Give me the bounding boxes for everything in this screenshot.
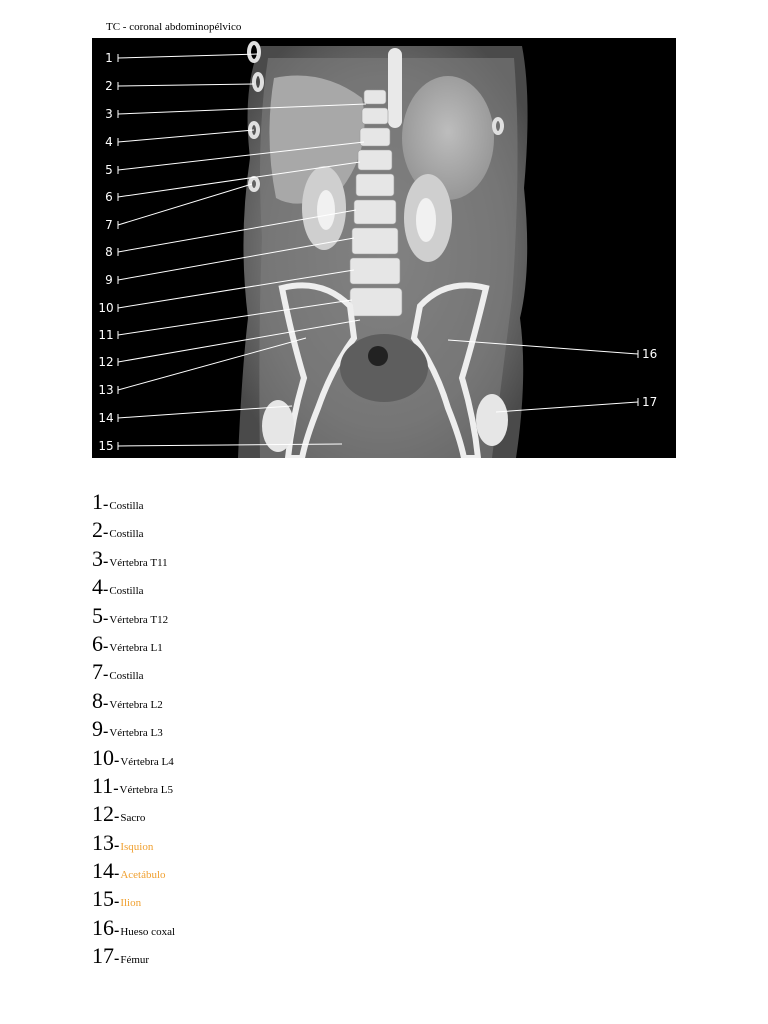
legend-item bbox=[92, 687, 175, 715]
legend-dash: - bbox=[103, 694, 109, 712]
legend-item bbox=[92, 800, 175, 828]
legend-item bbox=[92, 658, 175, 686]
legend-text: Vértebra L4 bbox=[120, 755, 174, 768]
legend-item bbox=[92, 744, 175, 772]
legend-text: Costilla bbox=[109, 528, 144, 541]
legend-item bbox=[92, 942, 175, 970]
legend-dash: - bbox=[114, 921, 120, 939]
ct-label-13: 13 bbox=[98, 383, 114, 397]
legend-dash: - bbox=[103, 496, 109, 513]
ct-label-6: 6 bbox=[105, 190, 113, 204]
legend-dash: - bbox=[103, 609, 109, 627]
legend-number: 15 bbox=[92, 886, 114, 912]
ct-label-12: 12 bbox=[98, 355, 114, 369]
ct-label-14: 14 bbox=[98, 411, 114, 425]
legend-item bbox=[92, 630, 175, 658]
legend-dash: - bbox=[114, 751, 120, 769]
legend-number: 9 bbox=[92, 716, 103, 742]
legend-number: 8 bbox=[92, 687, 103, 713]
ct-label-2: 2 bbox=[105, 79, 113, 93]
legend-number: 14 bbox=[92, 858, 114, 884]
legend-item bbox=[92, 857, 175, 885]
legend-text: Vértebra T12 bbox=[109, 613, 169, 626]
legend-dash: - bbox=[114, 836, 120, 854]
legend-text: Acetábulo bbox=[120, 869, 166, 882]
legend-item bbox=[92, 602, 175, 630]
legend-text: Isquion bbox=[120, 840, 154, 853]
legend-number: 10 bbox=[92, 744, 114, 770]
legend-number: 17 bbox=[92, 943, 114, 969]
legend-number: 3 bbox=[92, 545, 103, 571]
legend-number: 12 bbox=[92, 801, 114, 827]
ct-label-10: 10 bbox=[98, 301, 114, 315]
legend-item bbox=[92, 516, 175, 544]
ct-label-5: 5 bbox=[105, 163, 113, 177]
legend-text: Costilla bbox=[109, 585, 144, 598]
legend-text: Vértebra L1 bbox=[109, 641, 163, 654]
legend-number: 2 bbox=[92, 517, 103, 543]
ct-label-8: 8 bbox=[105, 245, 113, 259]
legend-number: 4 bbox=[92, 574, 103, 600]
legend-item bbox=[92, 914, 175, 942]
right-number-labels bbox=[642, 347, 657, 409]
document-title: TC - coronal abdominopélvico bbox=[106, 21, 242, 33]
legend-dash: - bbox=[114, 808, 120, 826]
ct-label-15: 15 bbox=[98, 439, 114, 453]
legend-dash: - bbox=[103, 581, 109, 599]
ct-label-3: 3 bbox=[105, 107, 113, 121]
ct-label-4: 4 bbox=[105, 135, 113, 149]
legend-number: 11 bbox=[92, 772, 114, 798]
legend-item bbox=[92, 885, 175, 913]
legend-number: 5 bbox=[92, 602, 103, 628]
legend-dash: - bbox=[103, 552, 109, 570]
legend-dash: - bbox=[114, 893, 120, 911]
legend-list bbox=[92, 488, 175, 971]
legend-dash: - bbox=[114, 950, 120, 968]
bladder-shape bbox=[340, 334, 428, 402]
legend-number: 16 bbox=[92, 914, 114, 940]
ct-label-16: 16 bbox=[642, 347, 658, 361]
ct-label-17: 17 bbox=[642, 395, 658, 409]
legend-text: Fémur bbox=[120, 954, 150, 967]
legend-text: Costilla bbox=[109, 500, 144, 512]
ct-label-7: 7 bbox=[105, 218, 113, 232]
legend-item bbox=[92, 545, 175, 573]
legend-item bbox=[92, 829, 175, 857]
legend-text: Sacro bbox=[120, 812, 146, 825]
legend-text: Vértebra L3 bbox=[109, 727, 163, 740]
legend-number: 13 bbox=[92, 829, 114, 855]
legend-number: 6 bbox=[92, 630, 103, 656]
legend-number: 1 bbox=[92, 489, 103, 514]
legend-dash: - bbox=[103, 723, 109, 741]
legend-text: Costilla bbox=[109, 670, 144, 683]
legend-dash: - bbox=[113, 779, 119, 797]
legend-text: Ilion bbox=[120, 897, 142, 910]
ct-label-1: 1 bbox=[105, 51, 113, 65]
ct-scan-illustration bbox=[92, 38, 676, 458]
legend-text: Hueso coxal bbox=[120, 925, 176, 938]
ct-coronal-image bbox=[92, 38, 676, 458]
legend-item bbox=[92, 573, 175, 601]
ct-label-9: 9 bbox=[105, 273, 113, 287]
legend-dash: - bbox=[103, 637, 109, 655]
ct-label-11: 11 bbox=[98, 328, 114, 342]
legend-item bbox=[92, 488, 175, 516]
legend-dash: - bbox=[114, 865, 120, 883]
legend-item bbox=[92, 772, 175, 800]
legend-dash: - bbox=[103, 524, 109, 542]
left-femoral-head bbox=[476, 394, 508, 446]
legend-dash: - bbox=[103, 666, 109, 684]
left-number-labels bbox=[98, 51, 113, 453]
aorta-shape bbox=[388, 48, 402, 128]
legend-item bbox=[92, 715, 175, 743]
legend-text: Vértebra T11 bbox=[109, 556, 168, 569]
legend-number: 7 bbox=[92, 659, 103, 685]
legend-text: Vértebra L5 bbox=[119, 783, 173, 796]
legend-text: Vértebra L2 bbox=[109, 698, 163, 711]
